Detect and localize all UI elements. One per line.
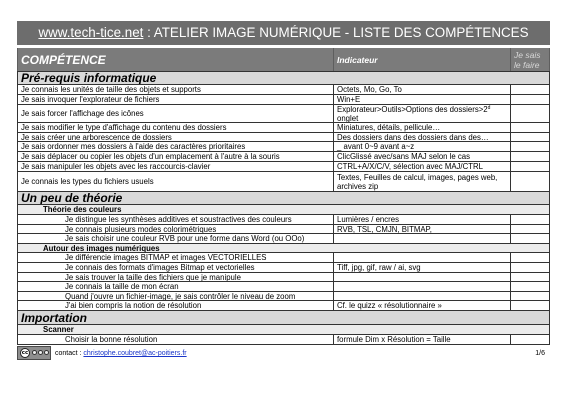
self-check-cell bbox=[511, 105, 550, 122]
section-row bbox=[18, 192, 550, 205]
nc-icon bbox=[38, 350, 43, 355]
self-check-cell bbox=[511, 142, 550, 151]
indicator-line2: archives zip bbox=[337, 181, 379, 191]
self-check-cell bbox=[511, 253, 550, 262]
competence-row bbox=[18, 301, 550, 311]
competence-cell: Je connais les unités de taille des objets et supports bbox=[18, 85, 334, 94]
column-header-self-check bbox=[511, 48, 550, 71]
competence-row bbox=[18, 142, 550, 152]
self-check-cell bbox=[511, 133, 550, 141]
competence-row bbox=[18, 172, 550, 192]
site-link[interactable]: www.tech-tice.net bbox=[38, 25, 144, 40]
competence-row bbox=[18, 105, 550, 123]
self-check-cell bbox=[511, 215, 550, 224]
competence-cell: Je sais ordonner mes dossiers à l'aide des caractères prioritaires bbox=[18, 142, 334, 151]
column-header-self-check-line2: le faire bbox=[514, 59, 540, 70]
competence-cell: Je différencie images BITMAP et images VECTORIELLES bbox=[18, 253, 334, 262]
skills-table bbox=[17, 71, 550, 345]
competence-row bbox=[18, 234, 550, 244]
competence-row bbox=[18, 133, 550, 142]
indicator-line1 bbox=[337, 105, 490, 114]
cc-license-logo bbox=[17, 346, 51, 360]
competence-row bbox=[18, 215, 550, 225]
self-check-cell bbox=[511, 172, 550, 191]
column-header-indicator: Indicateur bbox=[334, 48, 511, 71]
competence-cell: Choisir la bonne résolution bbox=[18, 335, 334, 344]
indicator-cell bbox=[334, 282, 511, 291]
indicator-line2: onglet bbox=[337, 113, 359, 122]
indicator-cell: Miniatures, détails, pellicule… bbox=[334, 123, 511, 132]
section-title: Pré-requis informatique bbox=[18, 72, 550, 84]
competence-cell: Quand j'ouvre un fichier-image, je sais contrôler le niveau de zoom bbox=[18, 292, 334, 300]
group-title: Autour des images numériques bbox=[18, 244, 550, 252]
indicator-cell bbox=[334, 172, 511, 191]
indicator-cell: CTRL+A/X/C/V, sélection avec MAJ/CTRL bbox=[334, 162, 511, 171]
indicator-cell: Tiff, jpg, gif, raw / ai, svg bbox=[334, 263, 511, 272]
ordinal-suffix: d bbox=[487, 105, 491, 111]
indicator-cell bbox=[334, 253, 511, 262]
competence-row bbox=[18, 225, 550, 234]
competence-row bbox=[18, 335, 550, 345]
indicator-cell: ClicGlissé avec/sans MAJ selon le cas bbox=[334, 152, 511, 161]
contact-label: contact : bbox=[55, 350, 84, 357]
by-icon bbox=[32, 350, 37, 355]
self-check-cell bbox=[511, 335, 550, 344]
indicator-cell: Octets, Mo, Go, To bbox=[334, 85, 511, 94]
indicator-cell: Des dossiers dans des dossiers dans des… bbox=[334, 133, 511, 141]
self-check-cell bbox=[511, 85, 550, 94]
indicator-text: Explorateur>Outils>Options des dossiers>2 bbox=[337, 105, 488, 114]
indicator-cell: RVB, TSL, CMJN, BITMAP, bbox=[334, 225, 511, 233]
competence-cell: Je sais invoquer l'explorateur de fichiers bbox=[18, 95, 334, 104]
competence-cell: Je sais déplacer ou copier les objets d'un emplacement à l'autre à la souris bbox=[18, 152, 334, 161]
indicator-cell: _ avant 0~9 avant a~z bbox=[334, 142, 511, 151]
document-title-bar bbox=[17, 21, 550, 45]
group-row bbox=[18, 244, 550, 253]
competence-row bbox=[18, 273, 550, 282]
self-check-cell bbox=[511, 225, 550, 233]
competence-cell: Je sais modifier le type d'affichage du contenu des dossiers bbox=[18, 123, 334, 132]
section-row bbox=[18, 311, 550, 325]
competence-cell: Je connais les types du fichiers usuels bbox=[18, 172, 334, 191]
competence-cell: Je sais créer une arborescence de dossiers bbox=[18, 133, 334, 141]
self-check-cell bbox=[511, 263, 550, 272]
competence-row bbox=[18, 85, 550, 95]
indicator-cell bbox=[334, 292, 511, 300]
indicator-cell bbox=[334, 273, 511, 281]
competence-cell: Je connais la taille de mon écran bbox=[18, 282, 334, 291]
section-title: Importation bbox=[18, 311, 550, 324]
competence-cell: Je sais manipuler les objets avec les raccourcis-clavier bbox=[18, 162, 334, 171]
indicator-cell: Win+E bbox=[334, 95, 511, 104]
sa-icon bbox=[44, 350, 49, 355]
competence-row bbox=[18, 162, 550, 172]
competence-cell: Je connais plusieurs modes colorimétriques bbox=[18, 225, 334, 233]
self-check-cell bbox=[511, 95, 550, 104]
group-title: Scanner bbox=[18, 325, 550, 334]
competence-row bbox=[18, 95, 550, 105]
column-header-row bbox=[17, 48, 550, 71]
self-check-cell bbox=[511, 292, 550, 300]
competence-row bbox=[18, 292, 550, 301]
section-title: Un peu de théorie bbox=[18, 192, 550, 204]
self-check-cell bbox=[511, 162, 550, 171]
competence-row bbox=[18, 123, 550, 133]
group-title: Théorie des couleurs bbox=[18, 205, 550, 214]
indicator-line1: Textes, Feuilles de calcul, images, pages web, bbox=[337, 172, 498, 182]
indicator-cell bbox=[334, 234, 511, 243]
competence-cell: Je sais choisir une couleur RVB pour une forme dans Word (ou OOo) bbox=[18, 234, 334, 243]
competence-cell: J'ai bien compris la notion de résolution bbox=[18, 301, 334, 310]
indicator-cell: formule Dim x Résolution = Taille bbox=[334, 335, 511, 344]
competence-row bbox=[18, 152, 550, 162]
competence-row bbox=[18, 253, 550, 263]
self-check-cell bbox=[511, 152, 550, 161]
competence-cell: Je sais trouver la taille des fichiers que je manipule bbox=[18, 273, 334, 281]
page-footer bbox=[17, 346, 550, 361]
indicator-cell: Lumières / encres bbox=[334, 215, 511, 224]
document-title: : ATELIER IMAGE NUMÉRIQUE - LISTE DES COMPÉTENCES bbox=[143, 25, 529, 40]
competence-row bbox=[18, 263, 550, 273]
self-check-cell bbox=[511, 123, 550, 132]
group-row bbox=[18, 325, 550, 335]
page-number: 1/6 bbox=[535, 350, 545, 357]
indicator-cell: Cf. le quizz « résolutionnaire » bbox=[334, 301, 511, 310]
competence-cell: Je sais forcer l'affichage des icônes bbox=[18, 105, 334, 122]
group-row bbox=[18, 205, 550, 215]
self-check-cell bbox=[511, 234, 550, 243]
contact-line bbox=[55, 349, 187, 358]
self-check-cell bbox=[511, 273, 550, 281]
section-row bbox=[18, 72, 550, 85]
cc-icon: cc bbox=[21, 350, 29, 356]
column-header-competence: COMPÉTENCE bbox=[18, 48, 334, 71]
competence-cell: Je connais des formats d'images Bitmap et vectorielles bbox=[18, 263, 334, 272]
contact-email-link[interactable]: christophe.coubret@ac-poitiers.fr bbox=[83, 350, 187, 357]
self-check-cell bbox=[511, 301, 550, 310]
competence-row bbox=[18, 282, 550, 292]
column-header-self-check-line1: Je sais bbox=[514, 49, 541, 60]
indicator-cell bbox=[334, 105, 511, 122]
self-check-cell bbox=[511, 282, 550, 291]
competence-cell: Je distingue les synthèses additives et soustractives des couleurs bbox=[18, 215, 334, 224]
